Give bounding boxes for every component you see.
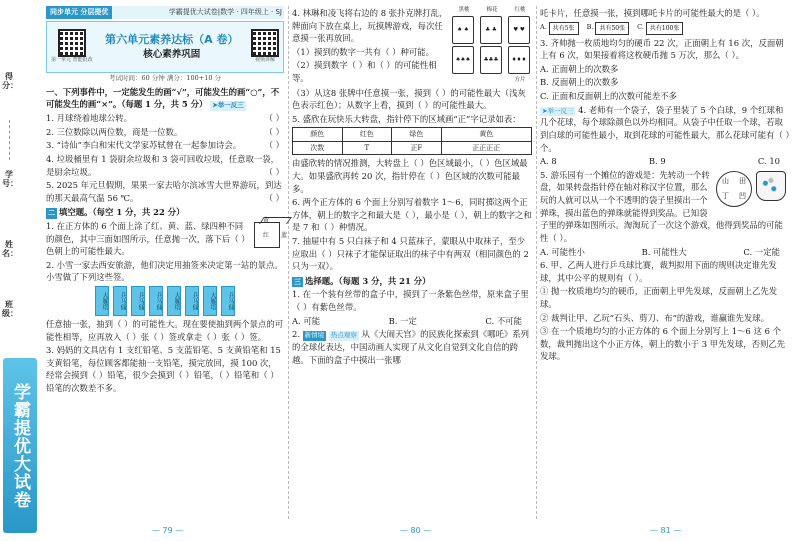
judge-text: 2. 三位数除以两位数，商是一位数。 <box>46 126 183 137</box>
cube-figure <box>254 216 287 248</box>
spade-card-icon: ♠♠♠ <box>452 46 474 74</box>
option[interactable]: B. 9 <box>648 156 666 167</box>
page-number: — 80 — <box>400 526 432 535</box>
answer-blank[interactable]: （ ） <box>264 140 284 151</box>
suit-label: 黑桃 <box>458 7 470 13</box>
answer-blank[interactable]: （ ） <box>264 113 284 124</box>
lot-card: 大雁塔 <box>95 286 109 316</box>
hot-topic-tag: 热点观察 <box>330 331 357 340</box>
tally-table <box>292 127 532 155</box>
qr-code-icon <box>58 29 86 57</box>
judge-item <box>46 153 284 178</box>
class-label: 班级： <box>2 299 18 318</box>
section-1-text: 一、下列事件中，一定能发生的画“√”，可能发生的画“○”，不可能发生的画“×”。（每题 1 分，共 5 分） <box>46 86 280 110</box>
section-2-text: 填空题。（每空 1 分，共 22 分） <box>59 207 185 218</box>
lot-card: 大雁塔 <box>167 286 181 316</box>
student-id-label: 学号： <box>2 169 18 188</box>
option[interactable]: B. 一定 <box>388 315 417 326</box>
exam-meta: 考试时间：60 分钟 满分：100+10 分 <box>108 74 222 82</box>
question-4: 4. 林琳和凌飞将右边的 8 张扑克牌打乱，牌面向下放在桌上，玩摸牌游戏，每次任意摸一张再放回。 <box>292 8 448 44</box>
choice-4 <box>540 104 790 155</box>
option[interactable]: C. 一定能 <box>743 246 780 257</box>
page-79-column <box>46 6 287 519</box>
table-cell: 颜色 <box>293 128 343 142</box>
cube-face-front: 红 <box>263 231 270 239</box>
option[interactable]: C. 正面和反面朝上的次数可能差不多 <box>540 91 678 102</box>
question-4b: （2）摸到数字（ ）和（ ）的可能性相等。 <box>292 60 437 84</box>
choice-2-text: 从《大闹天宫》的民族化探索到《哪吒》系列的全球化表达，中国动画人实现了从文化自觉到文化自信的跨越。下面的盒子中摸出一张哪 <box>292 329 529 365</box>
suit-label: 红桃 <box>514 7 526 13</box>
unit-title: 第六单元素养达标（A 卷） <box>105 32 239 46</box>
table-cell: 黄色 <box>441 128 531 142</box>
spinner-char: 凹 <box>739 192 746 201</box>
option[interactable]: A. 可能 <box>292 315 321 326</box>
practice-tag: ➤举一反三 <box>542 106 574 115</box>
choice-6: 6. 甲、乙两人进行乒乓球比赛，裁判拟用下面的规则决定谁先发球，其中公平的规则有（ ）。 <box>540 260 777 283</box>
club-card-icon: ♣♣♣ <box>480 46 502 74</box>
section-3-text: 选择题。（每题 3 分，共 21 分） <box>305 275 431 286</box>
table-cell: 正F <box>392 141 442 155</box>
choice-5: 5. 游乐园有一个摊位的游戏是：先转动一个转盘，如果转盘指针停在轴对称汉字位置，那么玩的人就可以从一个不透明的袋子里摸出一个弹珠，摸出蓝色的弹珠就能得到奖品。已知袋子里的弹珠如图所示。淘淘玩了一次这个游戏，他得到奖品的可能性（ ）。 <box>540 169 783 243</box>
question-4c: （3）从这8 张牌中任意摸一张，摸到（ ）的可能性最大（浅灰色表示红色）；从数字上看，摸到（ ）的可能性最大。 <box>292 87 526 111</box>
table-cell: 正正正正 <box>441 141 531 155</box>
club-card-icon: ♣ ♣ <box>480 16 502 44</box>
card-box: 共有5张 <box>549 22 579 35</box>
name-label: 姓名： <box>2 239 18 258</box>
rule-item: ③ 在一个质地均匀的小正方体的 6 个面上分别写上 1～6 这 6 个数，裁判抛出这个小正方体，朝上的数小于 3 甲先发球，否则乙先发球。 <box>540 326 786 362</box>
page-81-column <box>540 6 790 519</box>
option[interactable]: B. 反面朝上的次数多 <box>540 77 619 88</box>
lot-card: 大雁塔 <box>203 286 217 316</box>
option-b[interactable] <box>587 22 629 35</box>
question-4a: （1）摸到的数字一共有（ ）种可能。 <box>292 46 434 57</box>
choice-4-options <box>540 155 790 168</box>
qr-left-caption: 第一单元 智能批改 <box>51 57 93 64</box>
lot-card: 兵马俑 <box>149 286 163 316</box>
option-letter: C. <box>637 23 644 32</box>
qr-left[interactable] <box>51 29 93 65</box>
judge-text: 1. 月球绕着地球公转。 <box>46 113 133 124</box>
option-a[interactable] <box>540 22 579 35</box>
score-label: 得分： <box>2 71 18 90</box>
qr-right[interactable] <box>251 29 279 65</box>
lot-card: 兵马俑 <box>185 286 199 316</box>
table-cell: 绿色 <box>392 128 442 142</box>
choice-2-cont: 吒卡片，任意摸一张，摸到哪吒卡片的可能性最大的是（ ）。 <box>540 8 765 18</box>
question-5: 5. 盛欣在玩快乐大转盘，指针停下的区域画“正”字记录如表： <box>292 113 521 124</box>
answer-blank[interactable]: （ ） <box>264 166 284 177</box>
fill-item: 2. 小雪一家去西安旅游，他们决定用抽签来决定第一站的景点。小雪做了下列这些签。 <box>46 259 283 283</box>
choice-1-options <box>292 315 532 328</box>
table-cell: T <box>342 141 392 155</box>
choice-4-text: 4. 老师有一个袋子，袋子里装了 5 个白球，9 个红球和几个花球，每个球除颜色以外均相同。从袋子中任取一个球，若取到白球的可能性最小，取到花球的可能性最大，那么花球可能有（ ）个。 <box>540 104 790 153</box>
question-5b: 由盛欣转的情况推测，大转盘上（ ）色区域最小，（ ）色区域最大。如果盛欣再转 20 次，指针停在（ ）色区域的次数可能最多。 <box>292 158 528 194</box>
marble-jar-icon <box>756 171 786 201</box>
question-6: 6. 两个正方体的 6 个面上分别写着数字 1～6，同时掷这两个正方体，朝上的数字之和最大是（ ），最小是（ ），朝上的数字之和是 7 和（ ）种情况。 <box>292 197 532 233</box>
spinner-char: 丁 <box>722 192 729 201</box>
cube-face-side: 蓝 <box>280 231 287 239</box>
series-tag: 同步单元 分层提优 <box>46 6 112 19</box>
option[interactable]: A. 8 <box>540 156 557 167</box>
choice-1: 1. 在一个装有丝带的盒子中，摸到了一条紫色丝带，原来盒子里（ ）有紫色丝带。 <box>292 289 529 313</box>
playing-cards <box>452 6 532 85</box>
page-number: — 81 — <box>650 526 682 535</box>
rule-item: ① 抛一枚质地均匀的硬币，正面朝上甲先发球，反面朝上乙先发球。 <box>540 286 778 309</box>
spinner-wheel <box>716 171 752 207</box>
fill-item: 任意抽一张，抽到（ ）的可能性大。现在要使抽到两个景点的可能性相等，应再放入（ ）张（ ）签或拿走（ ）张（ ）签。 <box>46 319 284 342</box>
answer-blank[interactable]: （ ） <box>264 192 284 203</box>
series-subtitle: 学霸提优大试卷|数学 · 四年级上 · SJ <box>168 8 282 17</box>
judge-item <box>46 139 284 152</box>
choice-5-options <box>540 246 790 259</box>
judge-item <box>46 126 284 139</box>
suit-label: 方片 <box>514 77 526 84</box>
table-row <box>293 128 532 142</box>
option[interactable]: C. 10 <box>757 156 780 167</box>
option[interactable]: A. 正面朝上的次数多 <box>540 63 619 74</box>
table-cell: 次数 <box>293 141 343 155</box>
option-letter: A. <box>540 23 547 32</box>
column-divider <box>536 6 537 519</box>
option[interactable]: C. 不可能 <box>485 315 522 326</box>
qr-code-icon <box>251 29 279 57</box>
column-divider <box>288 6 289 519</box>
rule-item: ② 裁判让甲、乙玩“石头、剪刀、布”的游戏，谁赢谁先发球。 <box>540 312 769 323</box>
option[interactable]: B. 可能性大 <box>641 246 687 257</box>
section-2-badge: 二 <box>48 209 55 218</box>
page-80-column <box>292 6 532 519</box>
heart-card-icon: ♥ ♥ <box>508 16 530 44</box>
cut-line <box>9 120 10 160</box>
binding-spine <box>0 0 40 541</box>
diamond-card-icon: ♦♦♦ <box>508 46 530 74</box>
section-2-heading <box>46 206 284 219</box>
lot-card: 兵马俑 <box>113 286 127 316</box>
page-number: — 79 — <box>152 526 184 535</box>
unit-title-box <box>46 21 284 73</box>
option-letter: B. <box>586 23 594 32</box>
choice-3: 3. 齐帅抛一枚质地均匀的硬币 22 次，正面朝上有 16 次，反面朝上有 6 次，如果接着将这枚硬币抛 5 万次，那么（ ）。 <box>540 37 784 61</box>
section-1-heading <box>46 86 284 111</box>
judge-text: 5. 2025 年元旦假期，果果一家去哈尔滨冰雪大世界游玩，到达的那天最高气温 56 ℃。 <box>46 180 282 203</box>
spinner-char: 田 <box>739 176 746 185</box>
series-header <box>46 6 284 19</box>
judge-item <box>46 112 284 125</box>
lot-cards <box>46 286 284 316</box>
option[interactable]: A. 可能性小 <box>540 246 585 257</box>
section-3-heading <box>292 275 532 288</box>
lot-card: 兵马俑 <box>131 286 145 316</box>
choice-2-options <box>540 22 790 35</box>
option-c[interactable] <box>637 22 683 35</box>
table-row <box>293 141 532 155</box>
new-context-tag: 新情境 <box>304 331 325 340</box>
spade-card-icon: ♠ ♠ <box>452 16 474 44</box>
fill-item: 1. 在正方体的 6 个面上涂了红、黄、蓝、绿四种不同的颜色，其中三面如图所示，任意抛一次，落下后（ ）色朝上的可能性最大。 <box>46 220 250 257</box>
card-box: 共有50张 <box>595 22 629 35</box>
choice-2: 2. 新情境 热点观察 从《大闹天宫》的民族化探索到《哪吒》系列的全球化表达，中国动画人实现了从文化自觉到文化自信的跨越。下面的盒子中摸出一张哪 <box>292 329 529 365</box>
judge-text: 4. 垃圾桶里有 1 袋厨余垃圾和 3 袋可回收垃圾，任意取一袋，是厨余垃圾。 <box>46 153 279 177</box>
answer-blank[interactable]: （ ） <box>264 126 284 137</box>
spinner-char: 山 <box>722 176 729 185</box>
card-box: 共有100张 <box>646 22 683 35</box>
question-7: 7. 抽屉中有 5 只白袜子和 4 只蓝袜子，蒙眼从中取袜子，至少应取出（ ）只袜子才能保证取出的袜子中有两双（相同颜色的 2 只为一双）。 <box>292 235 529 272</box>
suit-label: 梅花 <box>486 7 498 13</box>
practice-tag: ➤举一反三 <box>212 101 244 110</box>
cube-face-top: 黄 <box>263 216 270 224</box>
judge-text: 3. “诗仙”李白和宋代文学家苏轼曾在一起参加诗会。 <box>46 140 242 151</box>
section-3-badge: 三 <box>294 277 301 286</box>
brand-banner: 学霸提优大试卷 <box>3 358 37 533</box>
judge-item <box>46 179 284 204</box>
table-cell: 红色 <box>342 128 392 142</box>
fill-item: 3. 妈妈的文具店有 1 支红铅笔、5 支蓝铅笔、5 支黄铅笔和 15 支黄铅笔，每位顾客都能抽一支铅笔，摸完放回，摸 100 次，经常会摸到（ ）铅笔，很少会摸到（ ）铅笔，（ ）铅笔和（ ）铅笔的次数差不多。 <box>46 345 281 394</box>
qr-right-caption: 视频讲解 <box>254 57 275 64</box>
lot-card: 兵马俑 <box>221 286 235 316</box>
unit-subtitle: 核心素养巩固 <box>143 49 201 61</box>
